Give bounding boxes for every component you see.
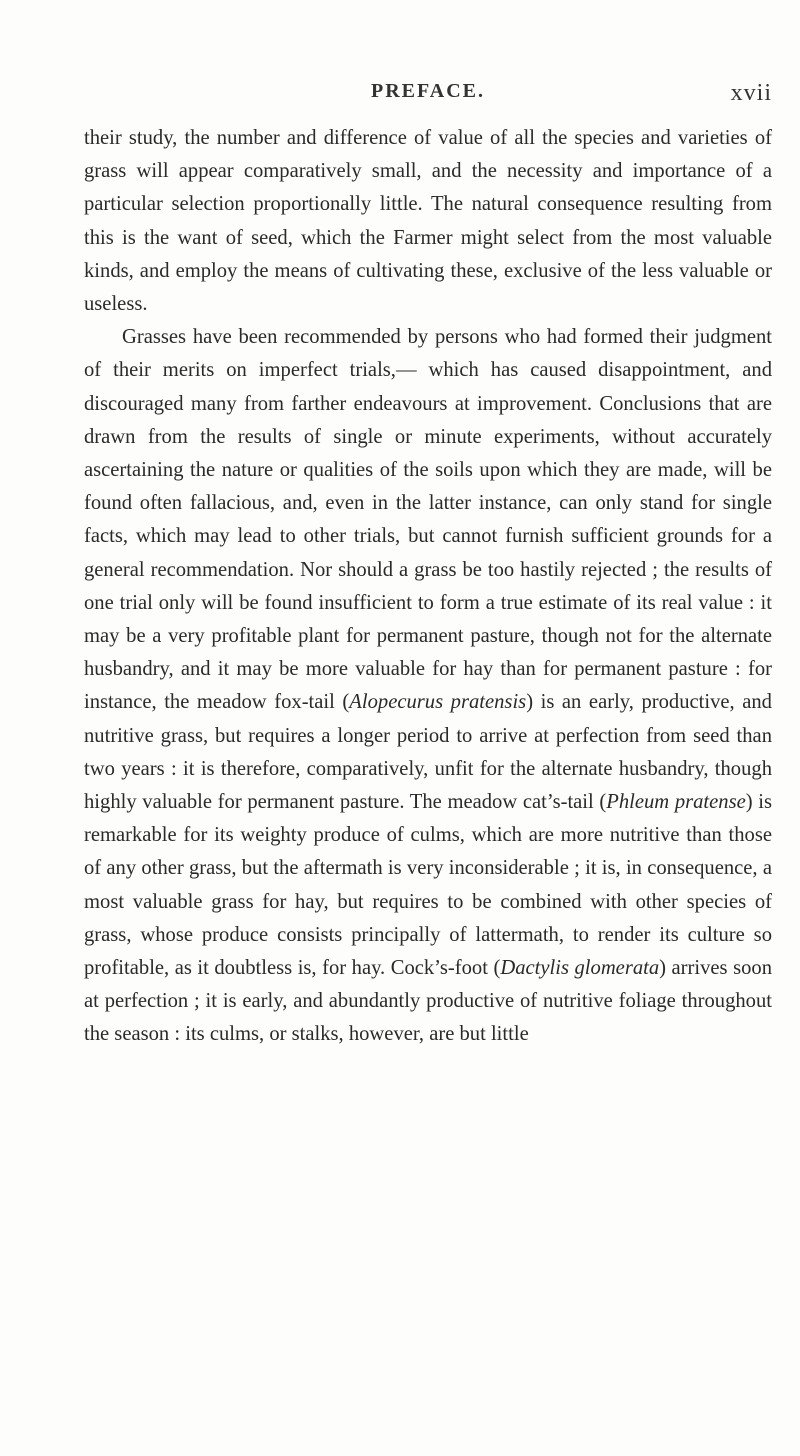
latin-name-phleum: Phleum pratense: [606, 791, 746, 814]
paragraph-continued: their study, the number and difference of value of all the species and varieties of grass will appear comparatively small, and the necessity and importance of a particular selection proportionally little. The natural consequence resulting from this is the want of seed, which the Farmer might select from the most valuable kinds, and employ the means of cultivating these, exclusive of the less valuable or useless.: [84, 127, 772, 316]
body-text: [84, 122, 772, 1052]
text-run: Grasses have been recommended by persons who had formed their judgment of their merits on imperfect trials,— which has caused disappointment, and discouraged many from farther endeavours at improvement. Conclusions that are drawn from the results of single or minute experiments, without accurately ascertaining the nature or qualities of the soils upon which they are made, will be found often fallacious, and, even in the latter instance, can only stand for single facts, which may lead to other trials, but cannot furnish sufficient grounds for a general recommendation. Nor should a grass be too hastily rejected ; the results of one trial only will be found insufficient to form a true estimate of its real value : it may be a very profitable plant for permanent pasture, though not for the alternate husbandry, and it may be more valuable for hay than for permanent pasture : for instance, the meadow fox-tail (: [84, 326, 772, 714]
running-title: PREFACE.: [371, 80, 485, 102]
running-head: [84, 80, 772, 114]
latin-name-dactylis: Dactylis glomerata: [500, 957, 660, 980]
text-run: ) arrives soon at perfection ; it is early, and abundantly productive of nutritive foliage throughout the season : its culms, or stalks, however, are but little: [84, 957, 772, 1046]
page-number: xvii: [730, 80, 772, 106]
paragraph-grasses: [84, 321, 772, 1051]
text-run: ) is remarkable for its weighty produce of culms, which are more nutritive than those of any other grass, but the aftermath is very inconsiderable ; it is, in consequence, a most valuable grass for hay, but requires to be combined with other species of grass, whose produce consists principally of lattermath, to render its culture so profitable, as it doubtless is, for hay. Cock’s-foot (: [84, 791, 772, 980]
text-run: ) is an early, productive, and nutritive grass, but requires a longer period to arrive at perfection from seed than two years : it is therefore, comparatively, unfit for the alternate husbandry, though highly valuable for permanent pasture. The meadow cat’s-tail (: [84, 691, 772, 814]
latin-name-alopecurus: Alopecurus pratensis: [349, 691, 527, 714]
